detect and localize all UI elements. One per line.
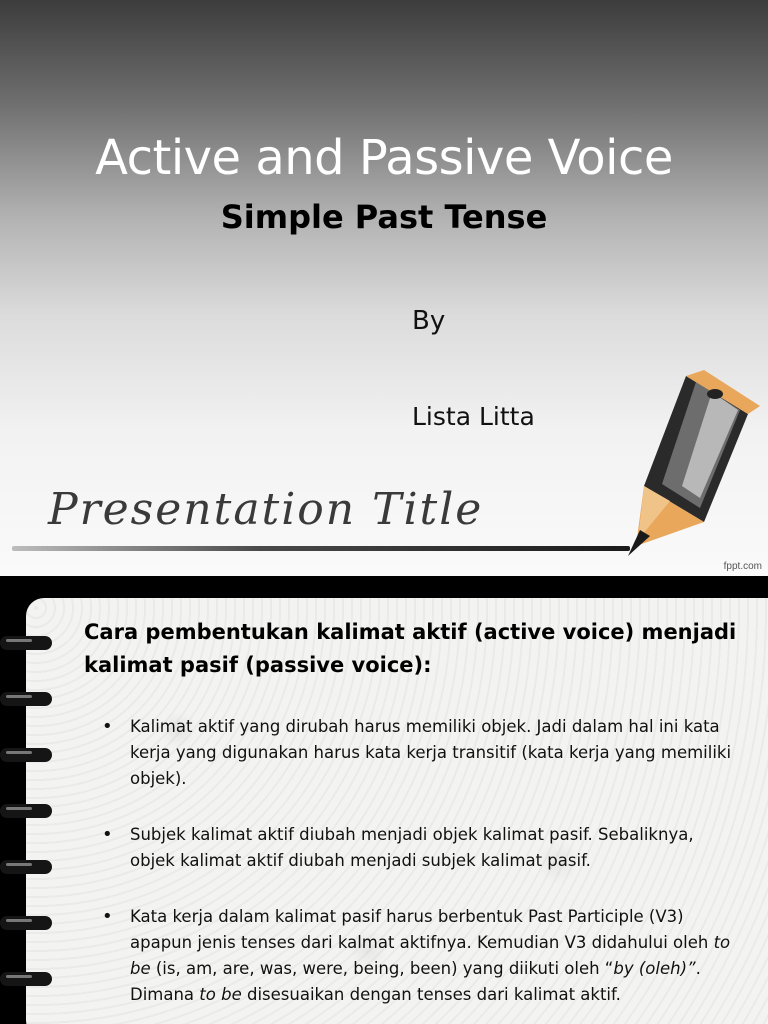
bullet-text: Kata kerja dalam kalimat pasif harus berbentuk Past Participle (V3) apapun jenis tenses dari kalmat aktifnya. Kemudian V3 didahului oleh (130, 907, 714, 952)
bullet-italic-text: by (oleh)” (613, 959, 696, 978)
bullet-list (100, 714, 740, 1008)
decorative-underline (12, 546, 630, 551)
content-slide (0, 576, 768, 1024)
binder-ring-icon (0, 576, 70, 1024)
bullet-text: . Dimana (130, 959, 701, 1004)
bullet-italic-text: to be (130, 933, 731, 978)
slide-subtitle: Simple Past Tense (220, 198, 548, 236)
bullet-text: (is, am, are, was, were, being, been) yang diikuti oleh “ (150, 959, 614, 978)
watermark: fppt.com (723, 561, 762, 572)
slide-title: Active and Passive Voice (95, 130, 673, 186)
bullet-text: disesuaikan dengan tenses dari kalimat aktif. (241, 985, 621, 1004)
list-item: • Kalimat aktif yang dirubah harus memiliki objek. Jadi dalam hal ini kata kerja yang digunakan harus kata kerja transitif (kata kerja yang memiliki objek). (100, 714, 740, 792)
list-item (100, 904, 740, 1008)
pencil-icon (600, 370, 760, 560)
author-name: Lista Litta (412, 402, 535, 431)
list-item: • Subjek kalimat aktif diubah menjadi objek kalimat pasif. Sebaliknya, objek kalimat aktif diubah menjadi subjek kalimat pasif. (100, 822, 740, 874)
decorative-presentation-title: Presentation Title (48, 484, 484, 535)
bullet-italic-text: to be (199, 985, 242, 1004)
by-label: By (412, 306, 446, 336)
content-heading: Cara pembentukan kalimat aktif (active voice) menjadi kalimat pasif (passive voice): (84, 620, 737, 677)
